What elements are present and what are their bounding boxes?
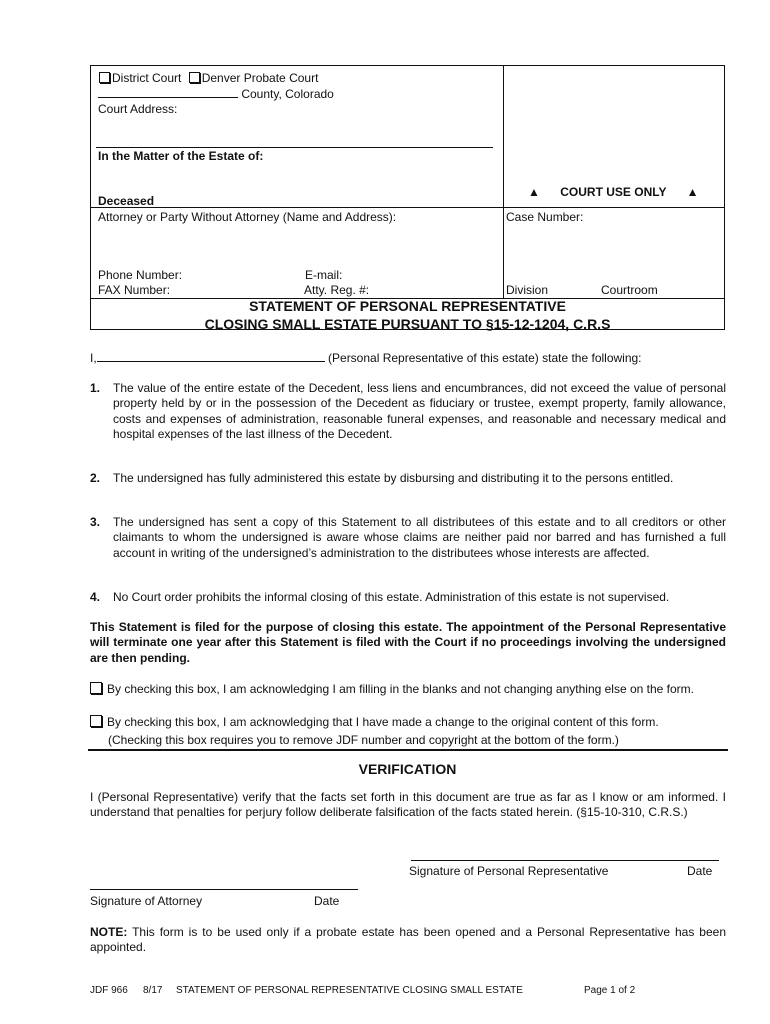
county-line xyxy=(98,87,334,101)
intro-prefix: I, xyxy=(90,351,97,365)
fax-label: FAX Number: xyxy=(98,283,171,297)
triangle-up-icon: ▲ xyxy=(528,185,540,199)
county-blank[interactable] xyxy=(98,87,238,98)
checkbox-row xyxy=(90,715,726,730)
footer-form-number: JDF 966 xyxy=(90,985,128,996)
note-text: This form is to be used only if a probate estate has been opened and a Personal Representative has been appointed. xyxy=(90,925,726,955)
footer-revision: 8/17 xyxy=(143,985,163,996)
section-divider xyxy=(88,749,728,751)
verification-heading: VERIFICATION xyxy=(358,761,457,777)
atty-reg-label: Atty. Reg. #: xyxy=(304,283,370,297)
case-number-label: Case Number: xyxy=(506,210,584,224)
item-number: 3. xyxy=(90,515,101,529)
footer-page: Page 1 of 2 xyxy=(584,985,636,996)
triangle-up-icon: ▲ xyxy=(686,185,699,199)
checkbox-note: (Checking this box requires you to remove JDF number and copyright at the bottom of the form.) xyxy=(108,733,619,747)
footer-title: STATEMENT OF PERSONAL REPRESENTATIVE CLOSING SMALL ESTATE xyxy=(176,985,523,996)
attorney-label: Attorney or Party Without Attorney (Name and Address): xyxy=(98,210,397,224)
checkbox-label: By checking this box, I am acknowledging that I have made a change to the original content of this form. xyxy=(107,715,659,729)
item-text: The undersigned has fully administered this estate by disbursing and distributing it to the persons entitled. xyxy=(113,471,674,485)
caption-divider xyxy=(96,147,493,148)
courtroom-label: Courtroom xyxy=(601,283,658,297)
attorney-signature-line[interactable] xyxy=(90,889,358,890)
item-number: 1. xyxy=(90,381,101,395)
deceased-label: Deceased xyxy=(98,194,155,208)
denver-probate-label: Denver Probate Court xyxy=(201,71,319,85)
denver-probate-checkbox[interactable] xyxy=(189,72,200,83)
county-label: County, Colorado xyxy=(241,87,334,101)
filed-statement: This Statement is filed for the purpose of closing this estate. The appointment of the Personal Representative will terminate one year after this Statement is filed with the Court if no proceedings involving the undersigned are then pending. xyxy=(90,620,726,665)
changed-form-checkbox[interactable] xyxy=(90,715,102,727)
verification-text: I (Personal Representative) verify that the facts set forth in this document are true as far as I know or am informed. I understand that penalties for perjury follow deliberate falsification of the facts stated herein. (§15-10-310, C.R.S.) xyxy=(90,790,726,820)
pr-signature-line[interactable] xyxy=(411,860,719,861)
note xyxy=(90,925,726,956)
court-address-label: Court Address: xyxy=(98,102,178,116)
note-label: NOTE: xyxy=(90,925,128,939)
district-court-checkbox[interactable] xyxy=(99,72,110,83)
attorney-date-label: Date xyxy=(314,894,340,908)
form-title: STATEMENT OF PERSONAL REPRESENTATIVE xyxy=(249,298,566,314)
checkbox-row xyxy=(90,682,726,697)
caption-divider xyxy=(90,207,725,208)
court-use-only xyxy=(528,185,708,199)
intro-line xyxy=(90,351,642,365)
item-text: The value of the entire estate of the Decedent, less liens and encumbrances, did not exceed the value of personal property held by or in the possession of the Decedent as fiduciary or trustee, exempt property, family allowance, costs and expenses of administration, reasonable funeral expenses, and reasonable and necessary medical and hospital expenses of the last illness of the Decedent. xyxy=(113,381,726,441)
caption-divider xyxy=(503,65,504,298)
pr-date-label: Date xyxy=(687,864,713,878)
pr-name-blank[interactable] xyxy=(97,351,325,362)
form-subtitle: CLOSING SMALL ESTATE PURSUANT TO §15-12-1204, C.R.S xyxy=(204,316,611,332)
division-label: Division xyxy=(506,283,549,297)
court-use-only-label: COURT USE ONLY xyxy=(560,185,667,199)
intro-suffix: (Personal Representative of this estate) state the following: xyxy=(328,351,642,365)
pr-signature-label: Signature of Personal Representative xyxy=(409,864,609,878)
checkbox-label: By checking this box, I am acknowledging I am filling in the blanks and not changing anything else on the form. xyxy=(107,682,695,696)
phone-label: Phone Number: xyxy=(98,268,183,282)
court-type xyxy=(99,71,318,85)
district-court-label: District Court xyxy=(112,71,182,85)
item-text: The undersigned has sent a copy of this Statement to all distributees of this estate and to all creditors or other claimants to whom the undersigned is aware whose claims are neither paid nor barred and has furnished a full account in writing of the undersigned’s administration to the distributees whose interests are affected. xyxy=(113,515,726,560)
item-number: 4. xyxy=(90,590,101,604)
item-number: 2. xyxy=(90,471,101,485)
email-label: E-mail: xyxy=(305,268,343,282)
item-text: No Court order prohibits the informal closing of this estate. Administration of this estate is not supervised. xyxy=(113,590,670,604)
fill-blanks-checkbox[interactable] xyxy=(90,682,102,694)
attorney-signature-label: Signature of Attorney xyxy=(90,894,203,908)
matter-label: In the Matter of the Estate of: xyxy=(98,149,264,163)
